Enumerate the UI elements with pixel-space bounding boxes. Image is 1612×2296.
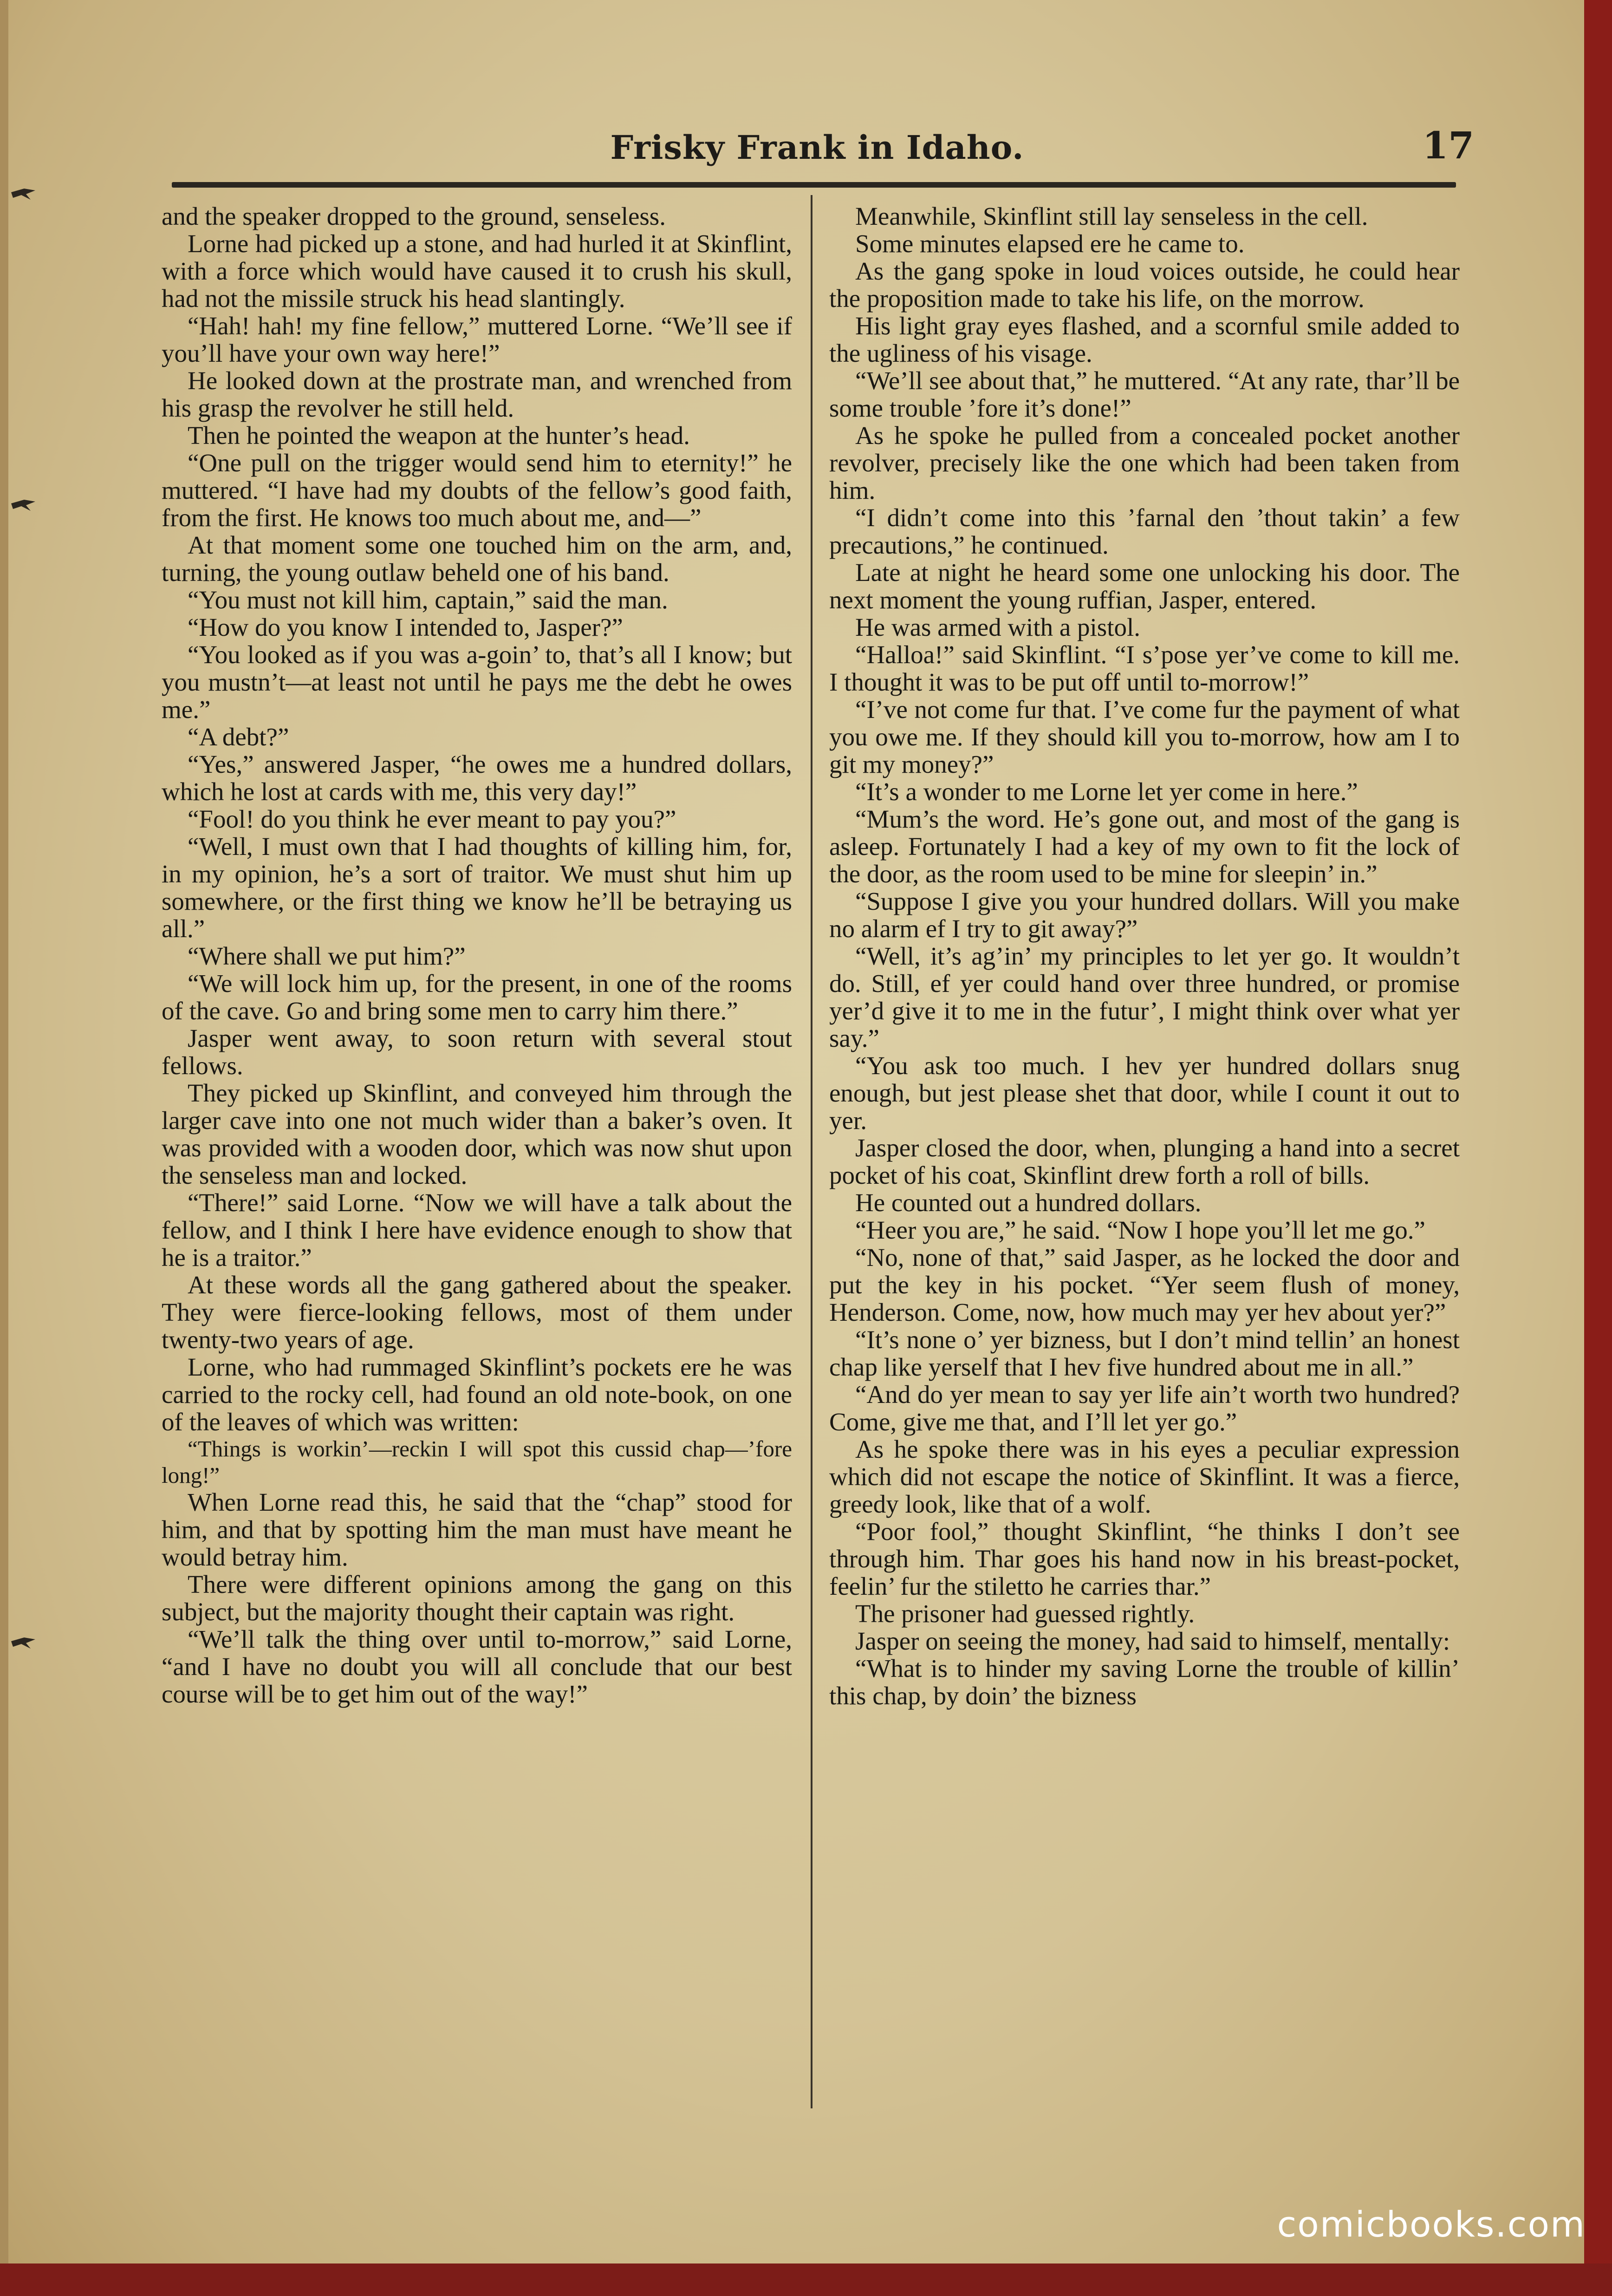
left-edge-shadow — [0, 0, 8, 2296]
header-rule — [172, 182, 1456, 188]
paragraph: “I’ve not come fur that. I’ve come fur the payment of what you owe me. If they should kill you to-morrow, how am I to git my money?” — [829, 695, 1460, 778]
paragraph: Late at night he heard some one unlocking his door. The next moment the young ruffian, Jasper, entered. — [829, 558, 1460, 614]
paragraph: “And do yer mean to say yer life ain’t worth two hundred? Come, give me that, and I’ll let yer go.” — [829, 1380, 1460, 1436]
paragraph: He counted out a hundred dollars. — [855, 1188, 1202, 1217]
paragraph: Jasper on seeing the money, had said to himself, mentally: — [855, 1627, 1450, 1655]
paragraph: “It’s a wonder to me Lorne let yer come in here.” — [855, 777, 1358, 806]
paragraph: At that moment some one touched him on the arm, and, turning, the young outlaw beheld one of his band. — [162, 531, 792, 587]
paragraph: “You must not kill him, captain,” said the man. — [188, 586, 668, 614]
paragraph: As the gang spoke in loud voices outside, he could hear the proposition made to take his life, on the morrow. — [829, 257, 1460, 313]
paragraph: “We will lock him up, for the present, in one of the rooms of the cave. Go and bring some men to carry him there.” — [162, 969, 792, 1025]
bottom-edge-border — [0, 2263, 1612, 2296]
paragraph: “Hah! hah! my fine fellow,” muttered Lorne. “We’ll see if you’ll have your own way here!” — [162, 312, 792, 367]
paragraph: “What is to hinder my saving Lorne the trouble of killin’ this chap, by doin’ the bizness — [829, 1654, 1460, 1710]
paragraph: “Suppose I give you your hundred dollars. Will you make no alarm ef I try to git away?” — [829, 887, 1460, 943]
paragraph: He looked down at the prostrate man, and wrenched from his grasp the revolver he still held. — [162, 366, 792, 422]
paragraph: The prisoner had guessed rightly. — [855, 1599, 1195, 1628]
paragraph: “Heer you are,” he said. “Now I hope you’ll let me go.” — [855, 1216, 1425, 1244]
paragraph: At these words all the gang gathered about the speaker. They were fierce-looking fellows, most of them under twenty-two years of age. — [162, 1271, 792, 1354]
paragraph: “Halloa!” said Skinflint. “I s’pose yer’ve come to kill me. I thought it was to be put off until to-morrow!” — [829, 640, 1460, 696]
right-edge-border — [1584, 0, 1612, 2296]
paragraph: “How do you know I intended to, Jasper?” — [188, 613, 623, 641]
staple-mark-middle — [10, 497, 36, 513]
paragraph: “Yes,” answered Jasper, “he owes me a hundred dollars, which he lost at cards with me, this very day!” — [162, 750, 792, 806]
staple-mark-top — [10, 186, 36, 202]
page-number: 17 — [1422, 124, 1474, 167]
staple-mark-bottom — [10, 1635, 36, 1650]
paragraph: “Poor fool,” thought Skinflint, “he thinks I don’t see through him. Thar goes his hand now in his breast-pocket, feelin’ fur the stiletto he carries thar.” — [829, 1517, 1460, 1600]
paragraph: “You looked as if you was a-goin’ to, that’s all I know; but you mustn’t—at least not until he pays me the debt he owes me.” — [162, 640, 792, 724]
paragraph: “I didn’t come into this ’farnal den ’thout takin’ a few precautions,” he continued. — [829, 503, 1460, 559]
notebook-quote: “Things is workin’—reckin I will spot this cussid chap—’fore long!” — [162, 1436, 792, 1488]
paragraph: Some minutes elapsed ere he came to. — [855, 229, 1245, 258]
paragraph: They picked up Skinflint, and conveyed him through the larger cave into one not much wider than a baker’s oven. It was provided with a wooden door, which was now shut upon the senseless man and locked. — [162, 1079, 792, 1189]
paragraph: As he spoke he pulled from a concealed pocket another revolver, precisely like the one which had been taken from him. — [829, 421, 1460, 504]
paragraph: Then he pointed the weapon at the hunter’s head. — [188, 421, 690, 450]
paragraph: Meanwhile, Skinflint still lay senseless in the cell. — [855, 202, 1368, 230]
paragraph: Jasper went away, to soon return with several stout fellows. — [162, 1024, 792, 1080]
paragraph: Jasper closed the door, when, plunging a hand into a secret pocket of his coat, Skinflint drew forth a roll of bills. — [829, 1134, 1460, 1189]
paragraph: “A debt?” — [188, 723, 289, 751]
paragraph: He was armed with a pistol. — [855, 613, 1141, 641]
right-text-column — [829, 202, 1460, 1709]
paragraph: “You ask too much. I hev yer hundred dollars snug enough, but jest please shet that door, while I count it out to yer. — [829, 1051, 1460, 1135]
paragraph: “Fool! do you think he ever meant to pay you?” — [188, 805, 676, 833]
paragraph: “Where shall we put him?” — [188, 942, 466, 970]
paragraph: “We’ll see about that,” he muttered. “At any rate, thar’ll be some trouble ’fore it’s done!” — [829, 366, 1460, 422]
running-header-title: Frisky Frank in Idaho. — [610, 128, 1024, 167]
paragraph: Lorne had picked up a stone, and had hurled it at Skinflint, with a force which would have caused it to crush his skull, had not the missile struck his head slantingly. — [162, 229, 792, 313]
paragraph: “We’ll talk the thing over until to-morrow,” said Lorne, “and I have no doubt you will all conclude that our best course will be to get him out of the way!” — [162, 1625, 792, 1708]
paragraph: “Well, I must own that I had thoughts of killing him, for, in my opinion, he’s a sort of traitor. We must shut him up somewhere, or the first thing we know he’ll be betraying us all.” — [162, 832, 792, 943]
paragraph: “Well, it’s ag’in’ my principles to let yer go. It wouldn’t do. Still, ef yer could hand over three hundred, or promise yer’d give it to me in the futur’, I might think over what yer say.” — [829, 942, 1460, 1052]
paragraph: “It’s none o’ yer bizness, but I don’t mind tellin’ an honest chap like yerself that I hev five hundred about me in all.” — [829, 1325, 1460, 1381]
paragraph: “Mum’s the word. He’s gone out, and most of the gang is asleep. Fortunately I had a key of my own to fit the lock of the door, as the room used to be mine for sleepin’ in.” — [829, 805, 1460, 888]
watermark: comicbooks.com — [1277, 2204, 1586, 2245]
paragraph: “There!” said Lorne. “Now we will have a talk about the fellow, and I think I here have evidence enough to show that he is a traitor.” — [162, 1188, 792, 1272]
column-divider — [811, 195, 812, 2108]
paragraph: When Lorne read this, he said that the “chap” stood for him, and that by spotting him the man must have meant he would betray him. — [162, 1488, 792, 1571]
paragraph: There were different opinions among the gang on this subject, but the majority thought their captain was right. — [162, 1570, 792, 1626]
paragraph: “No, none of that,” said Jasper, as he locked the door and put the key in his pocket. “Yer seem flush of money, Henderson. Come, now, how much may yer hev about yer?” — [829, 1243, 1460, 1326]
paragraph: His light gray eyes flashed, and a scornful smile added to the ugliness of his visage. — [829, 312, 1460, 367]
left-text-column — [162, 202, 792, 1708]
paragraph: As he spoke there was in his eyes a peculiar expression which did not escape the notice of Skinflint. It was a fierce, greedy look, like that of a wolf. — [829, 1435, 1460, 1518]
paragraph: Lorne, who had rummaged Skinflint’s pockets ere he was carried to the rocky cell, had found an old note-book, on one of the leaves of which was written: — [162, 1353, 792, 1436]
paragraph: and the speaker dropped to the ground, senseless. — [162, 202, 666, 230]
paragraph: “One pull on the trigger would send him to eternity!” he muttered. “I have had my doubts of the fellow’s good faith, from the first. He knows too much about me, and—” — [162, 449, 792, 532]
